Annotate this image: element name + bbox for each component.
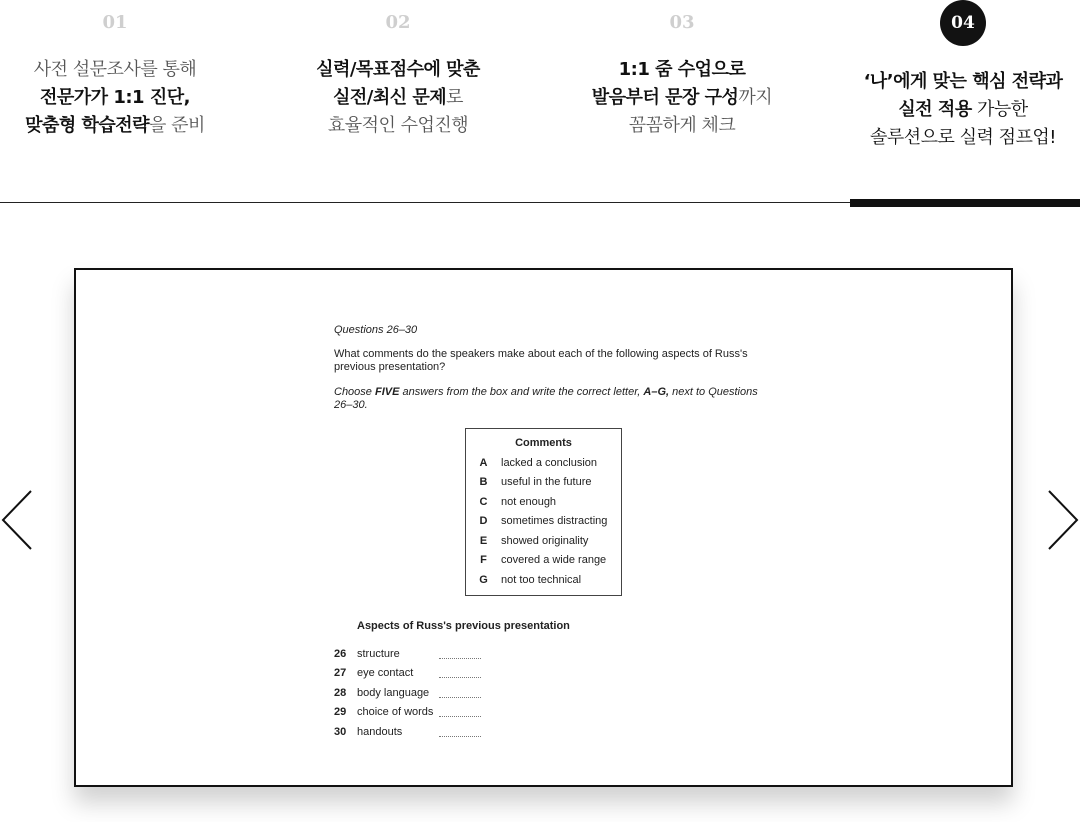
step-line bbox=[263, 56, 533, 84]
comments-box bbox=[465, 428, 622, 596]
step-line bbox=[828, 96, 1080, 124]
step-description bbox=[547, 56, 817, 140]
questions-prompt: What comments do the speakers make about each of the following aspects of Russ's previous presentation? bbox=[334, 348, 748, 373]
aspects-list bbox=[334, 644, 634, 742]
aspect-number: 26 bbox=[334, 647, 347, 660]
step-text: 을 준비 bbox=[149, 115, 205, 136]
step-line bbox=[0, 56, 250, 84]
step-description bbox=[0, 56, 250, 140]
aspects-title: Aspects of Russ's previous presentation bbox=[357, 620, 570, 632]
step-line bbox=[547, 84, 817, 112]
step-number: 03 bbox=[669, 12, 695, 33]
step-description bbox=[263, 56, 533, 140]
step-text: 전문가가 1:1 진단, bbox=[40, 87, 190, 108]
step-number-active-circle: 04 bbox=[940, 0, 986, 46]
instruction-text: A–G, bbox=[643, 386, 670, 398]
step-text: 실력/목표점수에 맞춘 bbox=[316, 59, 480, 80]
comment-text: not enough bbox=[501, 495, 557, 508]
step-text: ‘나’에게 맞는 핵심 전략과 bbox=[863, 71, 1063, 92]
comment-text: sometimes distracting bbox=[501, 515, 608, 528]
aspect-name: eye contact bbox=[357, 667, 414, 680]
step-text: 로 bbox=[446, 87, 464, 108]
step-text: 가능한 bbox=[971, 99, 1028, 120]
slide-image bbox=[74, 268, 1013, 787]
step-line bbox=[0, 84, 250, 112]
comment-row bbox=[466, 570, 621, 590]
aspect-name: body language bbox=[357, 686, 430, 699]
step-number: 01 bbox=[102, 12, 128, 33]
aspect-row bbox=[334, 644, 634, 664]
aspect-row bbox=[334, 664, 634, 684]
step-text: 1:1 줌 수업으로 bbox=[618, 59, 746, 80]
comment-letter: D bbox=[479, 515, 488, 528]
aspect-name: structure bbox=[357, 647, 400, 660]
step-2[interactable] bbox=[263, 0, 533, 140]
step-line bbox=[263, 84, 533, 112]
comment-text: lacked a conclusion bbox=[501, 456, 598, 469]
step-line bbox=[263, 112, 533, 140]
step-line bbox=[828, 124, 1080, 152]
comment-letter: C bbox=[479, 495, 488, 508]
answer-blank bbox=[439, 688, 481, 698]
step-description bbox=[828, 68, 1080, 152]
step-text: 꼼꼼하게 체크 bbox=[628, 115, 736, 136]
step-text: 솔루션으로 실력 점프업! bbox=[869, 127, 1057, 148]
prev-slide-button[interactable] bbox=[0, 488, 36, 552]
comment-text: covered a wide range bbox=[501, 554, 607, 567]
step-number: 02 bbox=[385, 12, 411, 33]
comment-row bbox=[466, 492, 621, 512]
aspect-name: handouts bbox=[357, 725, 403, 738]
step-tabs bbox=[0, 0, 1080, 210]
questions-instruction bbox=[334, 386, 774, 412]
comment-letter: B bbox=[479, 476, 488, 489]
comments-title: Comments bbox=[515, 437, 572, 449]
instruction-text: answers from the box and write the correct letter, bbox=[399, 386, 644, 398]
aspect-row bbox=[334, 722, 634, 742]
step-text: 사전 설문조사를 통해 bbox=[33, 59, 197, 80]
comment-letter: G bbox=[479, 573, 488, 586]
steps-divider bbox=[0, 202, 850, 203]
answer-blank bbox=[439, 668, 481, 678]
step-text: 맞춤형 학습전략 bbox=[25, 115, 150, 136]
next-slide-button[interactable] bbox=[1044, 488, 1080, 552]
comments-list bbox=[466, 453, 621, 590]
step-text: 실전 적용 bbox=[898, 99, 972, 120]
comment-row bbox=[466, 473, 621, 493]
exam-sheet bbox=[334, 324, 774, 738]
aspect-number: 30 bbox=[334, 725, 347, 738]
active-step-indicator bbox=[850, 199, 1080, 207]
aspect-row bbox=[334, 683, 634, 703]
comment-letter: F bbox=[480, 554, 487, 567]
step-text: 실전/최신 문제 bbox=[332, 87, 447, 108]
aspect-row bbox=[334, 703, 634, 723]
step-line bbox=[0, 112, 250, 140]
instruction-text: FIVE bbox=[374, 386, 400, 398]
comment-text: not too technical bbox=[501, 573, 582, 586]
step-text: 까지 bbox=[738, 87, 773, 108]
answer-blank bbox=[439, 649, 481, 659]
answer-blank bbox=[439, 727, 481, 737]
chevron-right-icon bbox=[1044, 488, 1080, 552]
step-1[interactable] bbox=[0, 0, 250, 140]
comment-letter: A bbox=[479, 456, 488, 469]
step-line bbox=[828, 68, 1080, 96]
step-text: 효율적인 수업진행 bbox=[327, 115, 469, 136]
comment-text: showed originality bbox=[501, 534, 589, 547]
step-line bbox=[547, 56, 817, 84]
comment-row bbox=[466, 531, 621, 551]
comment-row bbox=[466, 512, 621, 532]
instruction-text: Choose bbox=[334, 386, 375, 398]
instruction-text: next to Questions 26–30. bbox=[334, 386, 758, 411]
step-3[interactable] bbox=[547, 0, 817, 140]
step-line bbox=[547, 112, 817, 140]
answer-blank bbox=[439, 707, 481, 717]
aspect-name: choice of words bbox=[357, 706, 434, 719]
chevron-left-icon bbox=[0, 488, 36, 552]
aspect-number: 28 bbox=[334, 686, 347, 699]
comment-row bbox=[466, 551, 621, 571]
comment-text: useful in the future bbox=[501, 476, 592, 489]
aspect-number: 29 bbox=[334, 706, 347, 719]
comment-letter: E bbox=[479, 534, 488, 547]
comment-row bbox=[466, 453, 621, 473]
step-4-active[interactable] bbox=[828, 0, 1080, 152]
aspect-number: 27 bbox=[334, 667, 347, 680]
step-text: 발음부터 문장 구성 bbox=[591, 87, 739, 108]
questions-heading: Questions 26–30 bbox=[334, 324, 418, 336]
